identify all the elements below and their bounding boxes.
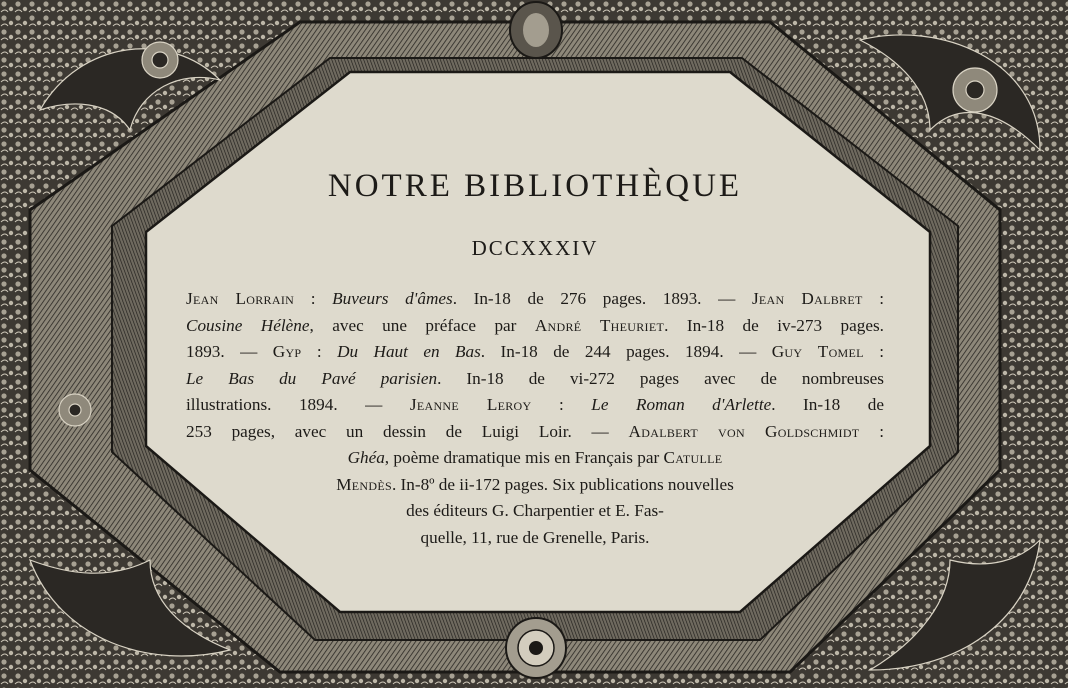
page-title: NOTRE BIBLIOTHÈQUE: [327, 168, 743, 204]
cartouche-content: [150, 70, 920, 630]
text-line: [186, 445, 884, 472]
author-name: Adalbert von Goldschmidt: [628, 421, 860, 441]
author-name: Jean Dalbret: [751, 289, 863, 308]
mask-ornament-top: [510, 2, 562, 58]
bibliography-text: [186, 286, 884, 551]
text-line: [186, 339, 884, 366]
author-name: Jeanne Leroy: [409, 395, 532, 414]
text-line: [186, 419, 884, 446]
text-line: [186, 366, 884, 393]
book-title: Le Roman d'Arlette: [591, 395, 772, 414]
text-run: 1893. —: [186, 342, 273, 361]
text-run: :: [301, 342, 338, 361]
text-line: [186, 313, 884, 340]
text-run: . In-18 de vi-272 pages avec de nombreuses: [437, 368, 884, 388]
author-name: Catulle: [663, 448, 723, 467]
book-title: Le Bas du Pavé parisien: [186, 368, 438, 388]
author-name: Mendès: [336, 474, 392, 494]
book-title: Cousine Hélène: [186, 315, 310, 335]
text-run: :: [531, 395, 592, 414]
book-title: Ghéa: [347, 448, 385, 467]
author-name: Guy Tomel: [771, 342, 864, 361]
text-line: [186, 286, 884, 313]
text-run: :: [859, 421, 885, 441]
text-run: :: [862, 289, 885, 308]
text-line: [186, 472, 884, 499]
text-line: [186, 498, 884, 525]
author-name: Jean Lorrain: [186, 289, 295, 308]
text-run: , avec une préface par: [309, 315, 535, 335]
text-run: :: [863, 342, 885, 361]
text-line: [186, 525, 884, 552]
text-run: :: [294, 289, 333, 308]
text-run: . In-18 de 244 pages. 1894. —: [480, 342, 772, 361]
author-name: Gyp: [272, 342, 302, 361]
text-run: . In-18 de: [771, 395, 885, 414]
book-title: Buveurs d'âmes: [332, 289, 453, 308]
text-run: illustrations. 1894. —: [186, 395, 410, 414]
text-run: quelle, 11, rue de Grenelle, Paris.: [420, 527, 650, 547]
book-title: Du Haut en Bas: [337, 342, 481, 361]
issue-number: DCCXXXIV: [471, 236, 599, 260]
text-line: [186, 392, 884, 419]
text-run: , poème dramatique mis en Français par: [384, 448, 664, 467]
text-run: . In-18 de 276 pages. 1893. —: [452, 289, 752, 308]
text-run: des éditeurs G. Charpentier et E. Fas-: [406, 501, 664, 520]
text-run: . In-8º de ii-172 pages. Six publications nouvelles: [391, 474, 734, 494]
text-run: . In-18 de iv-273 pages.: [664, 315, 884, 335]
text-run: 253 pages, avec un dessin de Luigi Loir. —: [186, 421, 629, 441]
author-name: André Theuriet: [534, 315, 665, 335]
